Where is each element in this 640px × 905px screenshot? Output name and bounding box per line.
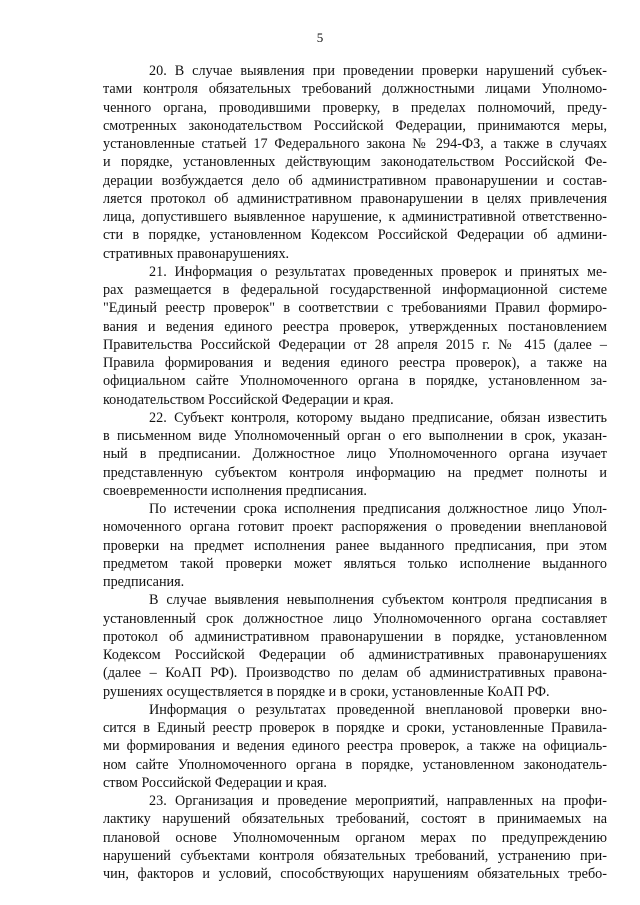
- paragraph-line: проверки на предмет исполнения ранее выданного предписания, при этом: [103, 537, 607, 554]
- paragraph-line: вания и ведения единого реестра проверок, утвержденных постановлением: [103, 318, 607, 335]
- paragraph-line: установленные статьей 17 Федерального закона № 294-ФЗ, а также в случаях: [103, 136, 607, 152]
- paragraph-line: ми формирования и ведения единого реестра проверок, а также на официаль-: [103, 738, 607, 755]
- paragraph-line: протокол об административном правонарушении в порядке, установленном: [103, 628, 607, 645]
- paragraph-line: 22. Субъект контроля, которому выдано предписание, обязан известить: [149, 409, 607, 426]
- paragraph: [103, 792, 607, 883]
- paragraph-line: По истечении срока исполнения предписания должностное лицо Упол-: [149, 501, 607, 517]
- paragraph-line: "Единый реестр проверок" в соответствии с требованиями Правил формиро-: [103, 300, 607, 317]
- paragraph-line: номоченного органа готовит проект распоряжения о проведении внеплановой: [103, 519, 607, 536]
- paragraph-line: тами контроля обязательных требований должностными лицами Уполномо-: [103, 81, 607, 98]
- paragraph-line: конодательством Российской Федерации и края.: [103, 391, 394, 408]
- paragraph-line: представленную субъектом контроля информацию на предмет полноты и: [103, 464, 607, 481]
- document-body: [103, 62, 607, 883]
- paragraph: [103, 591, 607, 701]
- paragraph-line: Правила формирования и ведения единого реестра проверок), а также на: [103, 355, 607, 371]
- paragraph-line: дерации возбуждается дело об административном правонарушении и состав-: [103, 172, 607, 189]
- paragraph: [103, 409, 607, 500]
- paragraph-line: 23. Организация и проведение мероприятий, направленных на профи-: [149, 793, 607, 809]
- paragraph: [103, 500, 607, 591]
- paragraph-line: ченного органа, проводившими проверку, в пределах полномочий, преду-: [103, 99, 607, 116]
- paragraph-line: сти в порядке, установленном Кодексом Российской Федерации об админи-: [103, 227, 607, 244]
- paragraph-line: Информация о результатах проведенной внеплановой проверки вно-: [149, 701, 607, 718]
- paragraph-line: ном сайте Уполномоченного органа в порядке, установленном законодатель-: [103, 756, 607, 773]
- paragraph-line: 21. Информация о результатах проведенных проверок и принятых ме-: [149, 263, 607, 280]
- paragraph-line: ляется протокол об административном правонарушении в целях привлечения: [103, 190, 607, 207]
- paragraph: [103, 263, 607, 409]
- paragraph-line: предписания.: [103, 574, 185, 590]
- paragraph-line: и порядке, установленных действующим законодательством Российской Фе-: [103, 154, 607, 171]
- paragraph-line: рах размещается в федеральной государственной информационной системе: [103, 282, 607, 298]
- paragraph-line: установленный срок должностное лицо Уполномоченного органа составляет: [103, 610, 607, 627]
- paragraph-line: Правительства Российской Федерации от 28 апреля 2015 г. № 415 (далее –: [103, 336, 607, 353]
- paragraph-line: Кодексом Российской Федерации об административных правонарушениях: [103, 647, 607, 663]
- page-number: 5: [316, 30, 324, 45]
- paragraph-line: лактику нарушений обязательных требований, состоят в принимаемых на: [103, 811, 607, 828]
- paragraph-line: чин, факторов и условий, способствующих нарушениям обязательных требо-: [103, 866, 607, 882]
- paragraph: [103, 701, 607, 792]
- paragraph-line: В случае выявления невыполнения субъектом контроля предписания в: [149, 592, 607, 609]
- paragraph-line: 20. В случае выявления при проведении проверки нарушений субъек-: [149, 63, 607, 79]
- paragraph-line: официальном сайте Уполномоченного органа в порядке, установленном за-: [103, 373, 607, 390]
- paragraph-line: стративных правонарушениях.: [103, 245, 290, 262]
- paragraph-line: сится в Единый реестр проверок в порядке и сроки, установленные Правила-: [103, 720, 607, 736]
- paragraph-line: плановой основе Уполномоченным органом мерах по предупреждению: [103, 829, 607, 846]
- paragraph: [103, 62, 607, 263]
- paragraph-line: ный в предписании. Должностное лицо Уполномоченного органа изучает: [103, 446, 607, 463]
- paragraph-line: в письменном виде Уполномоченный орган о его выполнении в срок, указан-: [103, 428, 607, 444]
- paragraph-line: предметом такой проверки может являться только исполнение выданного: [103, 555, 607, 572]
- paragraph-line: смотренных законодательством Российской Федерации, принимаются меры,: [103, 117, 607, 134]
- paragraph-line: рушениях осуществляется в порядке и в сроки, установленные КоАП РФ.: [103, 683, 550, 700]
- paragraph-line: ством Российской Федерации и края.: [103, 774, 327, 791]
- paragraph-line: своевременности исполнения предписания.: [103, 482, 367, 499]
- paragraph-line: нарушений субъектами контроля обязательных требований, устранению при-: [103, 847, 607, 864]
- paragraph-line: (далее – КоАП РФ). Производство по делам об административных правона-: [103, 665, 607, 682]
- paragraph-line: лица, допустившего выявленное нарушение, к административной ответственно-: [103, 209, 607, 225]
